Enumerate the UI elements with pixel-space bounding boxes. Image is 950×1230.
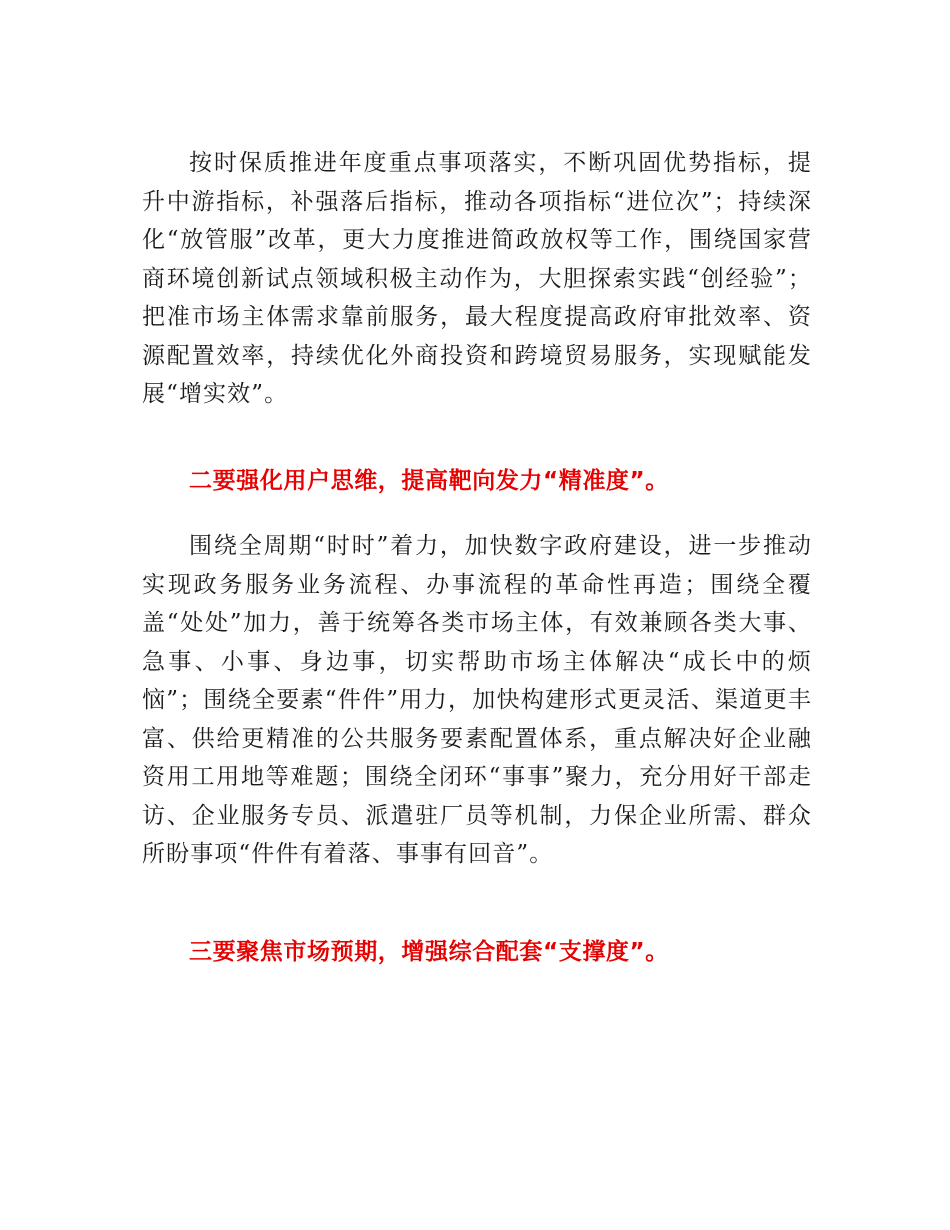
body-paragraph: 围绕全周期“时时”着力，加快数字政府建设，进一步推动实现政务服务业务流程、办事流程的革命性再造；围绕全覆盖“处处”加力，善于统筹各类市场主体，有效兼顾各类大事、急事、小事、身边事，切实帮助市场主体解决“成长中的烦恼”；围绕全要素“件件”用力，加快构建形式更灵活、渠道更丰富、供给更精准的公共服务要素配置体系，重点解决好企业融资用工用地等难题；围绕全闭环“事事”聚力，充分用好干部走访、企业服务专员、派遣驻厂员等机制，力保企业所需、群众所盼事项“件件有着落、事事有回音”。 <box>142 533 812 867</box>
section-heading: 三要聚焦市场预期，增强综合配套“支撑度”。 <box>189 939 669 965</box>
section-heading: 二要强化用户思维，提高靶向发力“精准度”。 <box>189 468 669 494</box>
body-paragraph: 按时保质推进年度重点事项落实，不断巩固优势指标，提升中游指标，补强落后指标，推动各项指标“进位次”；持续深化“放管服”改革，更大力度推进简政放权等工作，围绕国家营商环境创新试点领域积极主动作为，大胆探索实践“创经验”；把准市场主体需求靠前服务，最大程度提高政府审批效率、资源配置效率，持续优化外商投资和跨境贸易服务，实现赋能发展“增实效”。 <box>142 150 812 407</box>
